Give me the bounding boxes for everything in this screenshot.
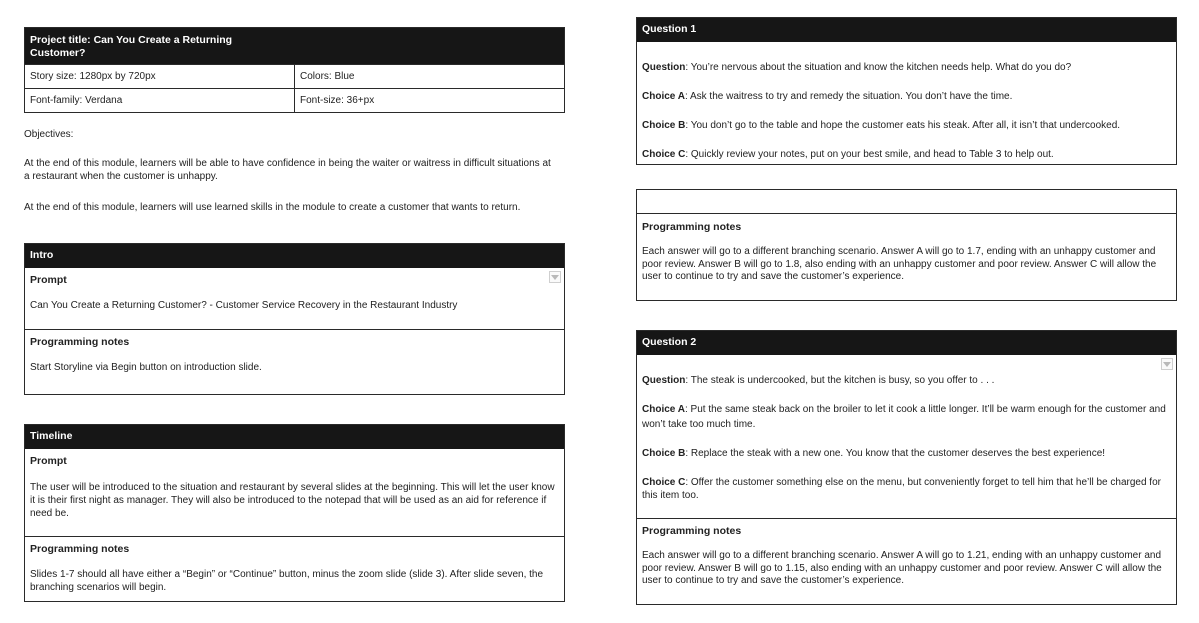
- timeline-notes-text: Slides 1-7 should all have either a “Begin” or “Continue” button, minus the zoom slide (slide 3). After slide seven, the branching scenarios will begin.: [30, 569, 544, 593]
- question1-header: Question 1: [637, 18, 1176, 42]
- intro-notes-label: Programming notes: [30, 336, 130, 348]
- question-text: : You’re nervous about the situation and know the kitchen needs help. What do you do?: [685, 62, 1072, 73]
- timeline-header: Timeline: [25, 425, 564, 449]
- question1-notes-label: Programming notes: [642, 221, 742, 233]
- question2-choice-c: [642, 476, 1171, 502]
- question2-notes-text: Each answer will go to a different branching scenario. Answer A will go to 1.21, ending with an unhappy customer and poor review. Answer B will go to 1.15, also ending with an unhappy customer and poor review. Answer C will allow the user to continue to try and save the customer’s experience.: [642, 550, 1162, 586]
- objectives-heading: Objectives:: [24, 129, 74, 140]
- choice-c-key: Choice C: [642, 477, 686, 488]
- chevron-down-icon: [1163, 362, 1171, 367]
- question1-table: [636, 17, 1177, 165]
- timeline-notes-section: [25, 537, 564, 601]
- timeline-prompt-text: The user will be introduced to the situation and restaurant by several slides at the beginning. This will let the user know it is their first night as manager. They will also be introduced to the notepad that will be used as an aid for reference if need be.: [30, 482, 555, 519]
- choice-b-text: : You don’t go to the table and hope the customer eats his steak. After all, it isn’t that undercooked.: [685, 120, 1121, 131]
- intro-table: [24, 243, 565, 395]
- intro-notes-text: Start Storyline via Begin button on introduction slide.: [30, 362, 262, 373]
- intro-prompt-section: [25, 268, 564, 330]
- project-title-empty-cell: [295, 28, 564, 64]
- timeline-table: [24, 424, 565, 602]
- question2-table: [636, 330, 1177, 605]
- question1-question: [642, 61, 1171, 74]
- question2-notes-label: Programming notes: [642, 525, 742, 537]
- choice-a-key: Choice A: [642, 404, 685, 415]
- choice-c-key: Choice C: [642, 149, 686, 160]
- question1-choice-b: [642, 119, 1171, 132]
- choice-b-text: : Replace the steak with a new one. You know that the customer deserves the best experience!: [685, 448, 1106, 459]
- question1-choice-a: [642, 90, 1171, 103]
- choice-b-key: Choice B: [642, 448, 686, 459]
- choice-a-text: : Put the same steak back on the broiler to let it cook a little longer. It’ll be warm enough for the customer and won’t take too much time.: [642, 404, 1166, 430]
- font-size: Font-size: 36+px: [300, 95, 375, 106]
- colors: Colors: Blue: [300, 71, 355, 82]
- dropdown-toggle[interactable]: [549, 271, 561, 283]
- question-text: : The steak is undercooked, but the kitchen is busy, so you offer to . . .: [685, 375, 995, 386]
- question2-choice-b: [642, 447, 1171, 460]
- font-family: Font-family: Verdana: [25, 89, 295, 112]
- project-info-table: [24, 27, 565, 113]
- objective-item: At the end of this module, learners will be able to have confidence in being the waiter or waitress in difficult situations at a restaurant when the customer is unhappy.: [24, 158, 551, 182]
- question1-notes-text: Each answer will go to a different branching scenario. Answer A will go to 1.7, ending with an unhappy customer and poor review. Answer B will go to 1.8, also ending with an unhappy customer and poor review. Answer C will allow the user to continue to try and save the customer’s experience.: [642, 246, 1157, 282]
- question1-notes-blank-row: [637, 190, 1176, 214]
- question2-body: [637, 355, 1176, 519]
- choice-b-key: Choice B: [642, 120, 686, 131]
- question2-header: Question 2: [637, 331, 1176, 355]
- story-size: Story size: 1280px by 720px: [25, 65, 295, 88]
- choice-c-text: : Quickly review your notes, put on your best smile, and head to Table 3 to help out.: [685, 149, 1054, 160]
- intro-prompt-text: Can You Create a Returning Customer? - Customer Service Recovery in the Restaurant Industry: [30, 300, 458, 311]
- choice-c-text: : Offer the customer something else on the menu, but conveniently forget to tell him that he’ll be charged for this item too.: [642, 477, 1161, 501]
- question2-question: [642, 374, 1171, 387]
- question-key: Question: [642, 375, 686, 386]
- objective-item: At the end of this module, learners will use learned skills in the module to create a customer that wants to return.: [24, 202, 521, 213]
- timeline-prompt-label: Prompt: [30, 455, 67, 467]
- choice-a-text: : Ask the waitress to try and remedy the situation. You don’t have the time.: [684, 91, 1013, 102]
- intro-header: Intro: [25, 244, 564, 268]
- project-title: Project title: Can You Create a Returning Customer?: [25, 28, 295, 64]
- dropdown-toggle[interactable]: [1161, 358, 1173, 370]
- timeline-notes-label: Programming notes: [30, 543, 130, 555]
- question2-choice-a: [642, 403, 1171, 432]
- choice-a-key: Choice A: [642, 91, 685, 102]
- intro-notes-section: [25, 330, 564, 394]
- question2-notes-section: [637, 519, 1176, 604]
- question-key: Question: [642, 62, 686, 73]
- chevron-down-icon: [551, 275, 559, 280]
- question1-notes-table: [636, 189, 1177, 301]
- timeline-prompt-section: [25, 449, 564, 537]
- question1-choice-c: [642, 148, 1171, 161]
- intro-prompt-label: Prompt: [30, 274, 67, 286]
